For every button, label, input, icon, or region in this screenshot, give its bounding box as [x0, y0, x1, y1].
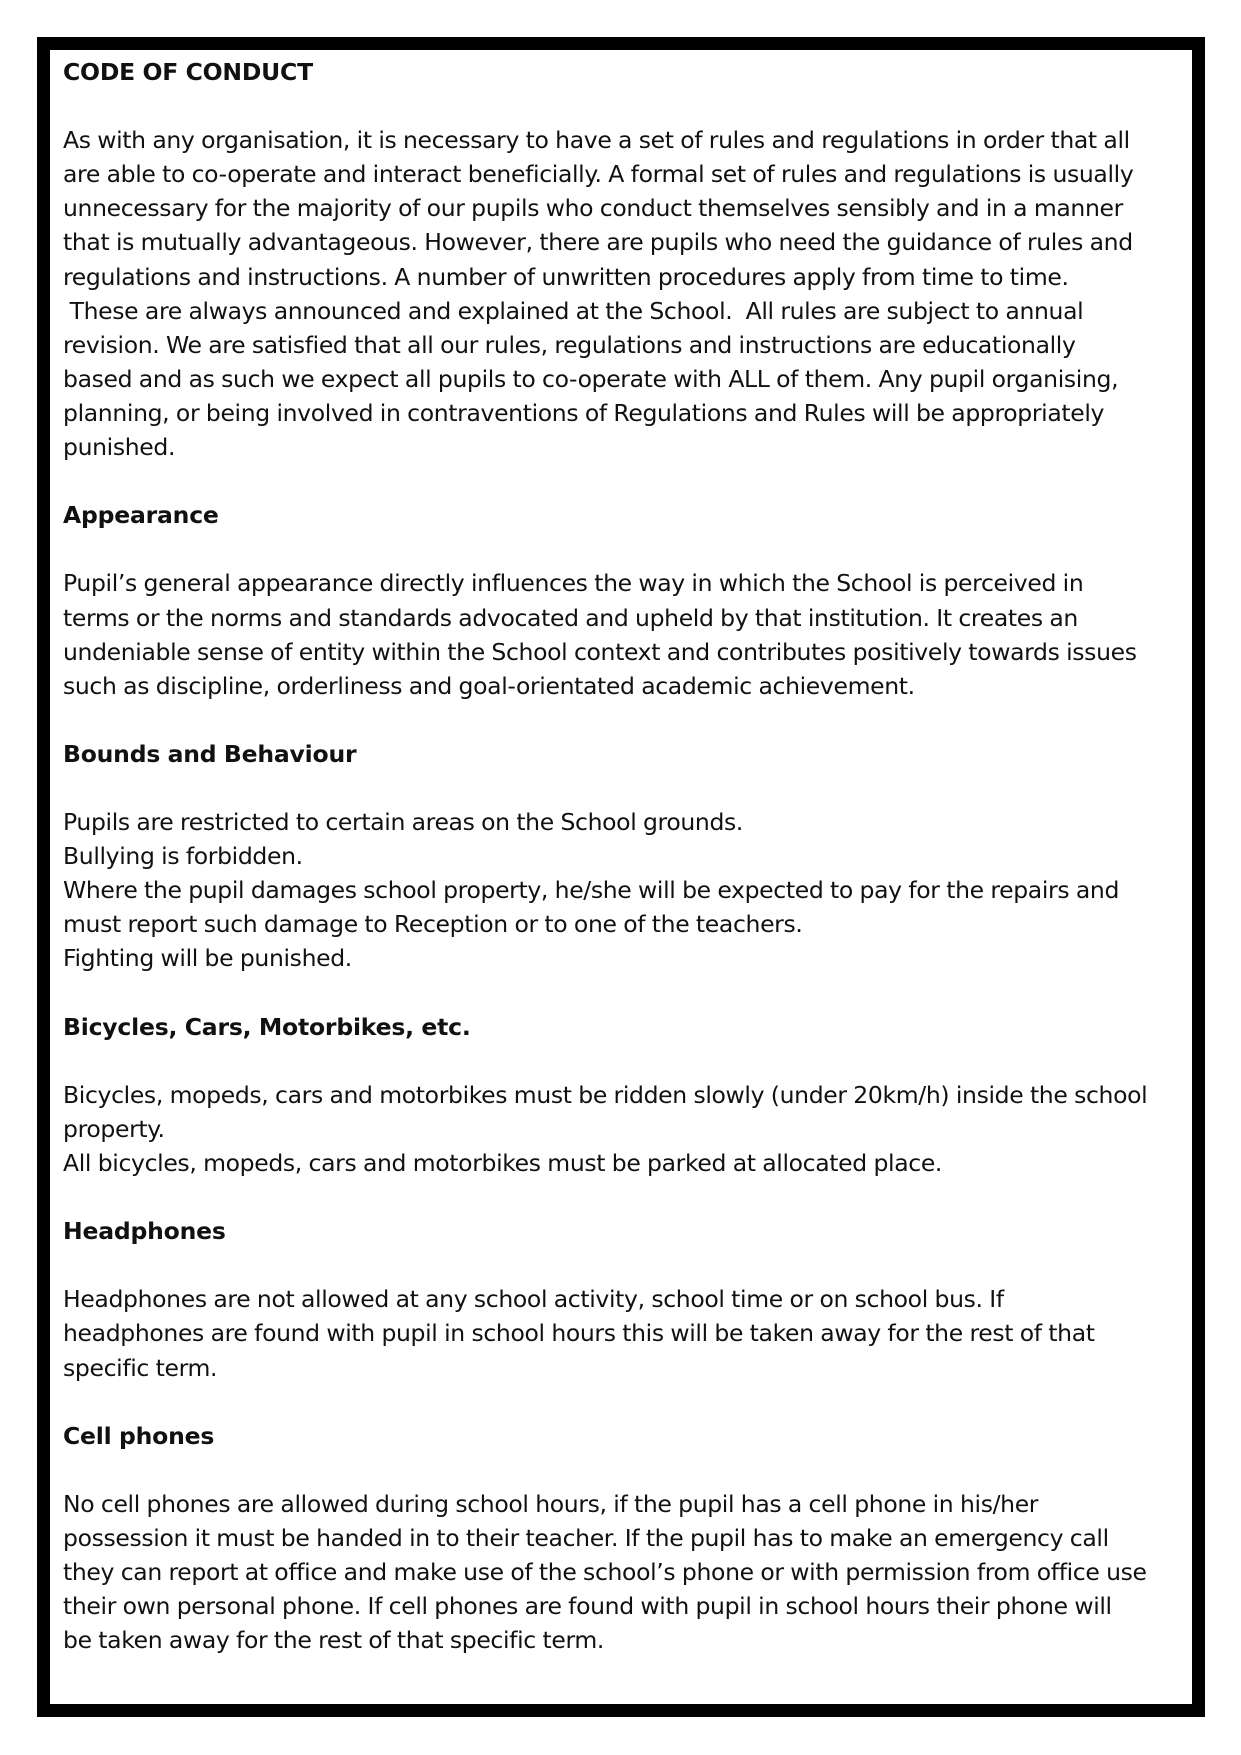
text-line: specific term.	[63, 1353, 218, 1382]
text-line: unnecessary for the majority of our pupils who conduct themselves sensibly and in a manner	[63, 194, 1123, 223]
text-line: As with any organisation, it is necessary to have a set of rules and regulations in order that all	[63, 126, 1130, 155]
text-line: Headphones are not allowed at any school activity, school time or on school bus. If	[63, 1285, 1004, 1314]
section-body-appearance	[63, 566, 1198, 702]
text-line: Pupil’s general appearance directly influences the way in which the School is perceived in	[63, 569, 1084, 598]
text-line: Bicycles, mopeds, cars and motorbikes must be ridden slowly (under 20km/h) inside the school	[63, 1080, 1148, 1109]
text-line: Pupils are restricted to certain areas on the School grounds.	[63, 808, 744, 837]
text-line: that is mutually advantageous. However, there are pupils who need the guidance of rules and	[63, 228, 1133, 257]
text-line: are able to co-operate and interact beneficially. A formal set of rules and regulations is usually	[63, 160, 1134, 189]
section-body-vehicles	[63, 1078, 1198, 1180]
text-line: These are always announced and explained at the School. All rules are subject to annual	[63, 296, 1084, 325]
section-body-cell-phones	[63, 1487, 1198, 1657]
text-line: property.	[63, 1114, 165, 1143]
text-line: No cell phones are allowed during school hours, if the pupil has a cell phone in his/her	[63, 1489, 1039, 1518]
text-line: their own personal phone. If cell phones are found with pupil in school hours their phone will	[63, 1592, 1112, 1621]
text-line: revision. We are satisfied that all our rules, regulations and instructions are educationally	[63, 330, 1076, 359]
text-line: be taken away for the rest of that specific term.	[63, 1626, 605, 1655]
section-body-headphones	[63, 1282, 1198, 1384]
text-line: terms or the norms and standards advocated and upheld by that institution. It creates an	[63, 603, 1078, 632]
section-heading-appearance: Appearance	[63, 501, 219, 530]
text-line: undeniable sense of entity within the School context and contributes positively towards issues	[63, 637, 1137, 666]
intro-paragraph	[63, 123, 1198, 464]
text-line: based and as such we expect all pupils to co-operate with ALL of them. Any pupil organising,	[63, 364, 1119, 393]
text-line: punished.	[63, 433, 176, 462]
text-line: possession it must be handed in to their teacher. If the pupil has to make an emergency call	[63, 1524, 1109, 1553]
document-body	[63, 55, 1198, 1692]
text-line: All bicycles, mopeds, cars and motorbikes must be parked at allocated place.	[63, 1149, 943, 1177]
text-line: Fighting will be punished.	[63, 944, 352, 973]
text-line: Where the pupil damages school property, he/she will be expected to pay for the repairs and	[63, 876, 1120, 905]
section-heading-cell-phones: Cell phones	[63, 1421, 215, 1450]
document-title: CODE OF CONDUCT	[63, 58, 313, 86]
text-line: regulations and instructions. A number of unwritten procedures apply from time to time.	[63, 262, 1069, 291]
section-heading-bounds-behaviour: Bounds and Behaviour	[63, 739, 357, 768]
section-body-bounds-behaviour	[63, 805, 1198, 975]
text-line: planning, or being involved in contraventions of Regulations and Rules will be appropriately	[63, 398, 1105, 427]
text-line: Bullying is forbidden.	[63, 842, 303, 871]
text-line: must report such damage to Reception or to one of the teachers.	[63, 910, 803, 939]
text-line: such as discipline, orderliness and goal-orientated academic achievement.	[63, 671, 915, 700]
section-heading-vehicles: Bicycles, Cars, Motorbikes, etc.	[63, 1012, 471, 1041]
text-line: they can report at office and make use of the school’s phone or with permission from office use	[63, 1558, 1147, 1587]
section-heading-headphones: Headphones	[63, 1217, 226, 1246]
text-line: headphones are found with pupil in school hours this will be taken away for the rest of that	[63, 1319, 1095, 1348]
